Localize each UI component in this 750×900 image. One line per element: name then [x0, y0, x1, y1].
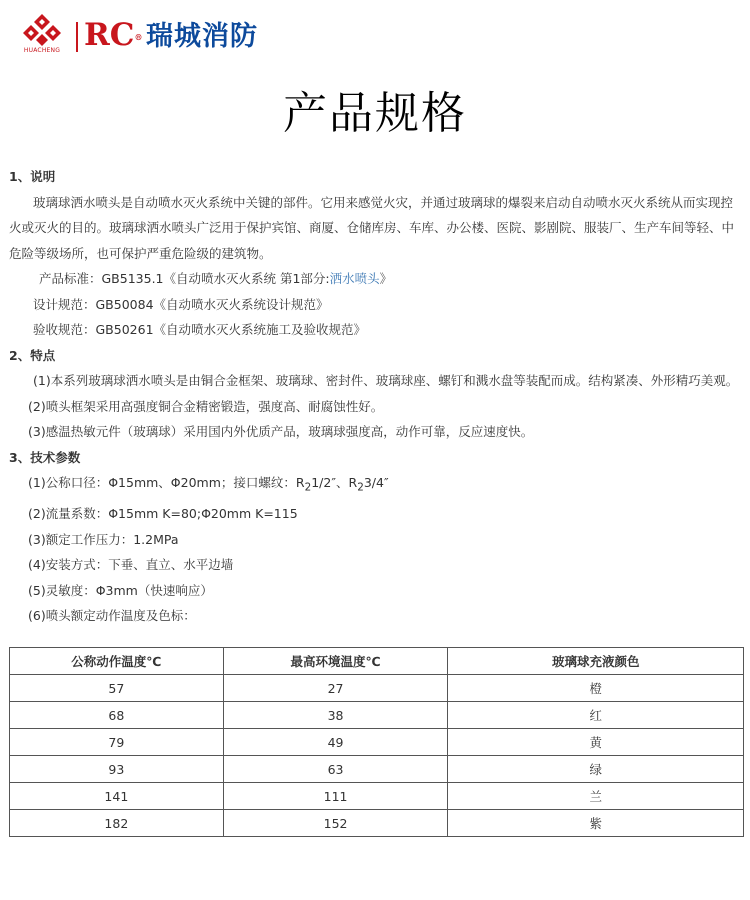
- table-row: [10, 702, 744, 729]
- param-nominal-size-b: 1/2″、R: [311, 475, 358, 490]
- table-cell: 兰: [448, 783, 744, 810]
- param-nominal-size: [9, 470, 744, 501]
- brand-header: [14, 10, 314, 60]
- table-cell: 152: [223, 810, 448, 837]
- table-header-row: [10, 648, 744, 675]
- table-cell: 141: [10, 783, 224, 810]
- feature-item: (3)感温热敏元件（玻璃球）采用国内外优质产品，玻璃球强度高，动作可靠，反应速度快。: [28, 424, 534, 439]
- product-standard: [9, 266, 744, 292]
- table-cell: 红: [448, 702, 744, 729]
- table-row: [10, 729, 744, 756]
- table-cell: 57: [10, 675, 224, 702]
- param-temperature-caption: (6)喷头额定动作温度及色标：: [28, 608, 196, 623]
- table-cell: 27: [223, 675, 448, 702]
- section-heading-description: 1、说明: [9, 169, 56, 184]
- table-cell: 橙: [448, 675, 744, 702]
- feature-item: (1)本系列玻璃球洒水喷头是由铜合金框架、玻璃球、密封件、玻璃球座、螺钉和溅水盘等装配而成。结构紧凑、外形精巧美观。: [33, 373, 739, 388]
- registered-mark: ®: [134, 32, 143, 42]
- table-cell: 38: [223, 702, 448, 729]
- table-cell: 182: [10, 810, 224, 837]
- feature-item: (2)喷头框架采用高强度铜合金精密锻造，强度高、耐腐蚀性好。: [28, 398, 384, 414]
- acceptance-standard: 验收规范：GB50261《自动喷水灭火系统施工及验收规范》: [33, 322, 367, 337]
- param-flow-coefficient: (2)流量系数：Φ15mm K=80;Φ20mm K=115: [28, 506, 298, 521]
- spec-content: [9, 164, 744, 629]
- table-row: [10, 783, 744, 810]
- param-nominal-size-c: 3/4″: [363, 475, 389, 490]
- section-heading-features: 2、特点: [9, 347, 56, 363]
- table-row: [10, 675, 744, 702]
- design-standard: 设计规范：GB50084《自动喷水灭火系统设计规范》: [33, 296, 329, 312]
- column-header: 玻璃球充液颜色: [448, 648, 744, 675]
- brand-rc-text: RC: [84, 17, 135, 53]
- subscript: 2: [357, 481, 364, 494]
- table-cell: 79: [10, 729, 224, 756]
- subscript: 2: [304, 481, 312, 494]
- page-title: 产品规格: [283, 88, 467, 139]
- logo-subtext: HUACHENG: [23, 47, 61, 54]
- logo-divider: [76, 22, 78, 52]
- param-installation: (4)安装方式：下垂、直立、水平边墙: [28, 557, 234, 572]
- param-nominal-size-a: (1)公称口径：Φ15mm、Φ20mm；接口螺纹：R: [28, 475, 305, 490]
- param-sensitivity: (5)灵敏度：Φ3mm（快速响应）: [28, 582, 213, 598]
- section-heading-technical: 3、技术参数: [9, 449, 81, 465]
- product-standard-close: 》: [379, 271, 393, 286]
- description-paragraph: 玻璃球洒水喷头是自动喷水灭火系统中关键的部件。它用来感觉火灾，并通过玻璃球的爆裂来启动自动喷水灭火系统从而实现控火或灭火的目的。玻璃球洒水喷头广泛用于保护宾馆、商厦、仓储库房、车库、办公楼、医院、影剧院、服装厂、生产车间等轻、中危险等级场所，也可保护严重危险级的建筑物。: [9, 194, 735, 261]
- brand-name: 瑞城消防: [146, 21, 258, 52]
- temperature-color-table: [9, 647, 744, 837]
- table-cell: 紫: [448, 810, 744, 837]
- param-rated-pressure: (3)额定工作压力：1.2MPa: [28, 531, 179, 547]
- table-cell: 111: [223, 783, 448, 810]
- table-cell: 93: [10, 756, 224, 783]
- table-cell: 49: [223, 729, 448, 756]
- table-row: [10, 810, 744, 837]
- table-cell: 68: [10, 702, 224, 729]
- brand-rc: [84, 16, 142, 54]
- table-row: [10, 756, 744, 783]
- column-header: 最高环境温度℃: [223, 648, 448, 675]
- table-cell: 绿: [448, 756, 744, 783]
- product-standard-text: 产品标准：GB5135.1《自动喷水灭火系统 第1部分:: [39, 271, 330, 286]
- sprinkler-link[interactable]: 洒水喷头: [329, 271, 380, 286]
- table-cell: 63: [223, 756, 448, 783]
- column-header: 公称动作温度℃: [10, 648, 224, 675]
- table-cell: 黄: [448, 729, 744, 756]
